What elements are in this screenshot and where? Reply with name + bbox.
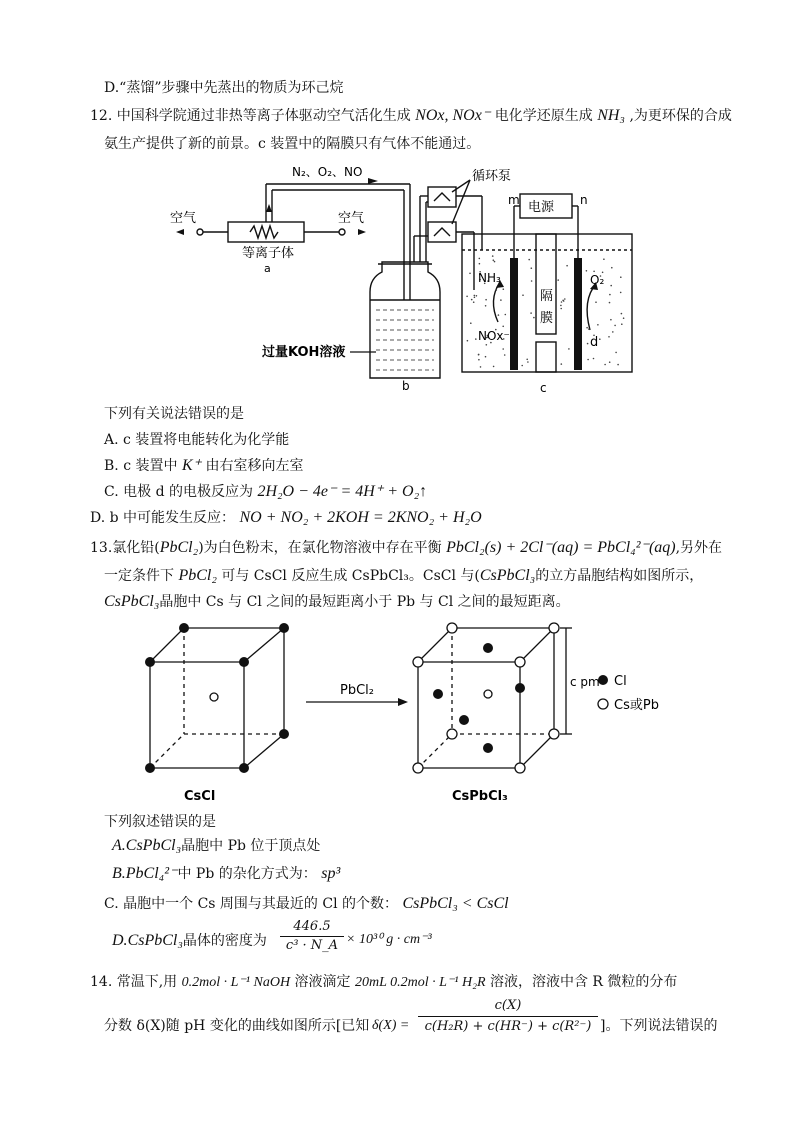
q14-line2a: 分数 δ(X)随 pH 变化的曲线如图所示[已知 (104, 1018, 370, 1034)
cscl-label: CsCl (184, 789, 216, 804)
power-label: 电源 (528, 200, 555, 215)
q13-text-c: ,另外在 (675, 540, 723, 556)
edge-length-label: c pm (570, 675, 600, 689)
q12-text-a: 12. 中国科学院通过非热等离子体驱动空气活化生成 (90, 108, 411, 124)
terminal-m: m (508, 193, 520, 207)
q13-density-denominator: c³ · N_A (285, 938, 339, 953)
q13-density-numerator: 446.5 (280, 918, 344, 937)
q13-text-g: 晶胞中 Cs 与 Cl 之间的最短距离小于 Pb 与 Cl 之间的最短距离。 (159, 594, 570, 610)
q13-b-formula: PbCl₄²⁻ (125, 865, 178, 882)
q14-text-b: 溶液滴定 (294, 974, 351, 990)
koh-label: 过量KOH溶液 (262, 345, 346, 360)
q14-delta: δ(X) = (372, 1018, 410, 1033)
q13-option-a (112, 836, 320, 856)
q13-b-hybrid: sp³ (321, 865, 341, 882)
q13-d-formula: CsPbCl₃ (127, 932, 183, 949)
q14-numerator: c(X) (418, 996, 598, 1017)
legend-cs-pb: Cs或Pb (614, 698, 659, 713)
air-left-label: 空气 (170, 211, 197, 226)
pump-label: 循环泵 (472, 169, 512, 184)
q13-formula-cspbcl3-2: CsPbCl₃ (104, 593, 160, 610)
legend-cl: Cl (614, 674, 627, 689)
q13-option-d (112, 930, 267, 952)
q12-b-text2: 由右室移向左室 (205, 458, 304, 474)
label-b: b (402, 379, 410, 393)
q13-formula-pbcl2: PbCl₂ (159, 539, 199, 556)
q13-equilibrium: PbCl₂(s) + 2Cl⁻(aq) = PbCl₄²⁻(aq) (446, 539, 676, 556)
nh3-label: NH₃ (478, 271, 501, 285)
q13-d-letter: D. (112, 932, 128, 949)
plasma-label: 等离子体 (242, 246, 295, 261)
q13-formula-pbcl2-2: PbCl₂ (178, 567, 217, 584)
q13-a-text: 晶胞中 Pb 位于顶点处 (181, 838, 321, 854)
q14-text-c: 溶液，溶液中含 R 微粒的分布 (489, 974, 678, 990)
arrow-reagent-label: PbCl₂ (340, 683, 374, 698)
q12-c-text: C. 电极 d 的电极反应为 (104, 484, 253, 500)
q13-text-b: )为白色粉末，在氯化物溶液中存在平衡 (198, 540, 442, 556)
membrane-label-1: 隔 (540, 289, 554, 304)
label-a: a (264, 262, 271, 275)
membrane-label-2: 膜 (540, 311, 554, 326)
q13-b-letter: B. (112, 865, 126, 882)
nox-label: NOx⁻ (478, 329, 510, 343)
cspbcl3-label: CsPbCl₃ (452, 789, 508, 804)
o2-label: O₂ (590, 273, 605, 287)
q14-text-a: 14. 常温下,用 (90, 974, 178, 990)
q13-a-formula: CsPbCl₃ (125, 837, 182, 854)
q13-text-d: 一定条件下 (104, 568, 174, 584)
q13-a-letter: A. (112, 837, 126, 854)
q12-c-equation: 2H₂O − 4e⁻ = 4H⁺ + O₂↑ (257, 483, 428, 500)
q13-stem: 下列叙述错误的是 (104, 814, 216, 830)
q13-text-a: 13.氯化铅( (90, 540, 160, 556)
q12-d-equation: NO + NO₂ + 2KOH = 2KNO₂ + H₂O (239, 509, 482, 526)
air-right-label: 空气 (338, 211, 365, 226)
label-c: c (540, 381, 547, 395)
q14-naoh: 0.2mol · L⁻¹ NaOH (181, 975, 291, 990)
q13-text-f: 的立方晶胞结构如图所示， (535, 568, 704, 584)
q12-b-ion: K⁺ (181, 457, 202, 474)
q14-line2b: ]。下列说法错误的 (600, 1018, 718, 1034)
q11-option-d: D.“蒸馏”步骤中先蒸出的物质为环己烷 (104, 80, 344, 96)
q14-line1 (90, 972, 677, 993)
q13-density-tail: × 10³⁰ g · cm⁻³ (346, 932, 432, 947)
q12-text-b: 电化学还原生成 (494, 108, 593, 124)
q13-c-compare: CsPbCl₃ < CsCl (402, 895, 509, 912)
q13-formula-cspbcl3: CsPbCl₃ (479, 567, 536, 584)
q13-option-c (104, 894, 509, 914)
terminal-n: n (580, 193, 588, 207)
q14-fraction (418, 996, 598, 1037)
q12-stem: 下列有关说法错误的是 (104, 406, 244, 422)
q12-b-text: B. c 装置中 (104, 458, 178, 474)
q12-formula-nh3: NH₃ (597, 107, 625, 124)
q13-d-text: 晶体的密度为 (182, 933, 267, 949)
q12-text-c: ,为更环保的合成 (629, 108, 732, 124)
q12-d-text: D. b 中可能发生反应： (90, 510, 236, 526)
q14-denominator: c(H₂R) + c(HR⁻) + c(R²⁻) (424, 1019, 592, 1034)
q13-text-e: 可与 CsCl 反应生成 CsPbCl₃。CsCl 与( (221, 568, 480, 584)
q12-option-a: A. c 装置将电能转化为化学能 (104, 432, 290, 448)
q13-b-text: 中 Pb 的杂化方式为： (177, 866, 317, 882)
q13-density-fraction (280, 918, 344, 955)
gas-label: N₂、O₂、NO (292, 165, 363, 179)
q12-line2: 氨生产提供了新的前景。c 装置中的隔膜只有气体不能通过。 (104, 136, 481, 152)
q14-h2r: 20mL 0.2mol · L⁻¹ H₂R (354, 975, 486, 990)
electrode-d-label: d (590, 335, 599, 350)
q12-formula-nox: NOx, NOx⁻ (415, 107, 491, 124)
q13-c-text: C. 晶胞中一个 Cs 周围与其最近的 Cl 的个数： (104, 896, 398, 912)
q13-option-b (112, 864, 340, 884)
